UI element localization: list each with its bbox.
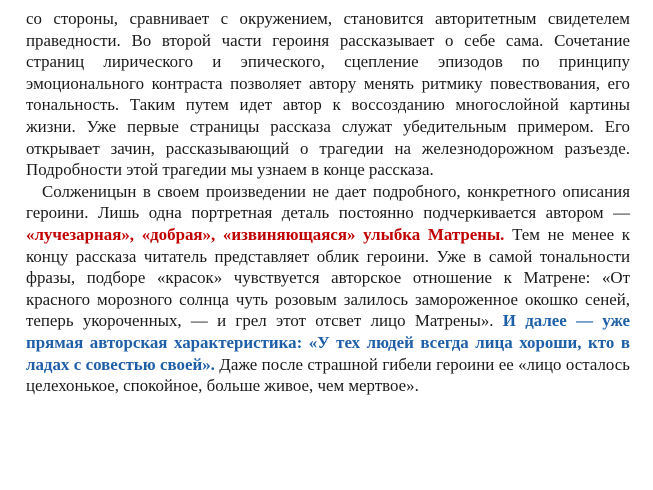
paragraph-2-text-1: Солженицын в своем произведении не дает подробного, конкретного описания героини. Лишь одна портретная деталь постоянно подчеркивается автором —	[26, 181, 630, 223]
document-page	[26, 8, 630, 397]
paragraph-2-text-3: Даже после страшной гибели героини ее «лицо осталось целехонькое, спокойное, больше живое, чем мертвое».	[26, 354, 630, 396]
paragraph-2-text-2: Тем не менее к концу рассказа читатель представляет облик героини. Уже в самой тональности фразы, подборе «красок» чувствуется авторское отношение к Матрене: «От красного морозного солнца чуть розовым залилось замороженное окошко сеней, теперь укороченных, — и грел этот отсвет лицо Матрены».	[26, 224, 630, 331]
paragraph-1: со стороны, сравнивает с окружением, становится авторитетным свидетелем праведности. Во второй части героиня рассказывает о себе сама. Сочетание страниц лирического и эпического, сцепление эпизодов по принципу эмоционального контраста позволяет автору менять ритмику повествования, его тональность. Таким путем идет автор к воссозданию многослойной картины жизни. Уже первые страницы рассказа служат убедительным примером. Его открывает зачин, рассказывающий о трагедии на железнодорожном разъезде. Подробности этой трагедии мы узнаем в конце рассказа.	[26, 9, 630, 180]
paragraph-2	[26, 181, 630, 397]
red-highlight-smile: «лучезарная», «добрая», «извиняющаяся» улыбка Матрены.	[26, 224, 505, 244]
blue-highlight-characteristic: И далее — уже прямая авторская характеристика: «У тех людей всегда лица хороши, кто в ладах с совестью своей».	[26, 311, 630, 374]
